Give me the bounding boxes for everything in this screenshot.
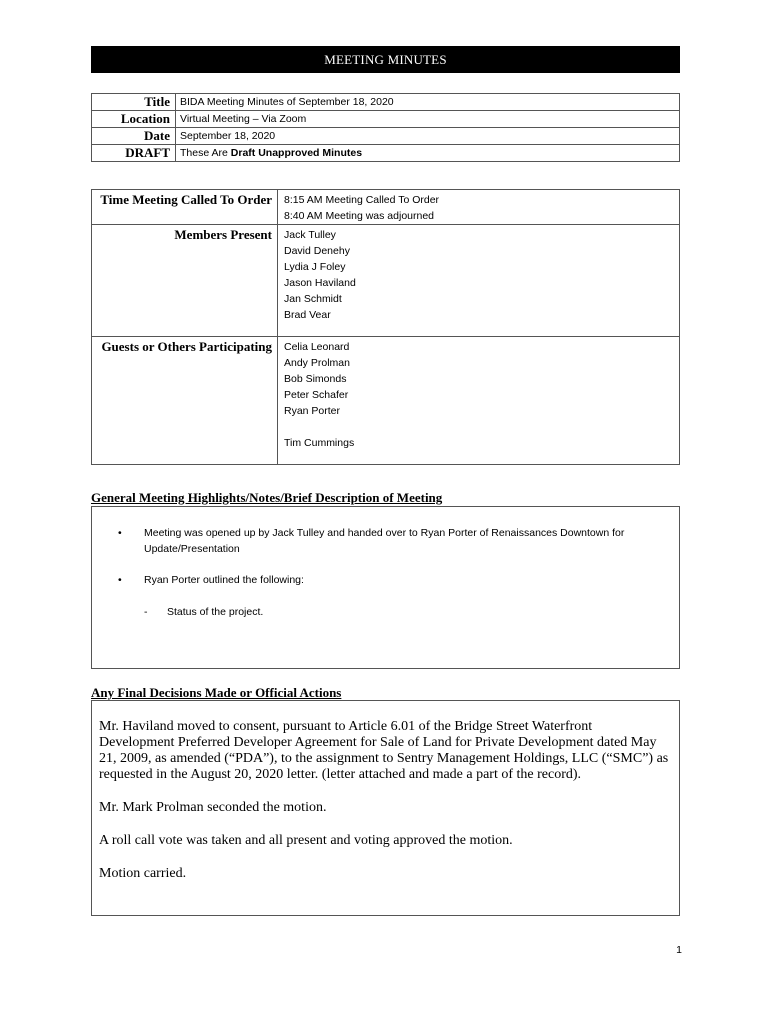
- bullet-icon: •: [118, 574, 122, 586]
- list-item: Peter Schafer: [284, 389, 349, 401]
- adjourned-time: 8:40 AM Meeting was adjourned: [284, 210, 435, 222]
- location-label: Location: [92, 111, 176, 128]
- guests-list: [278, 337, 680, 465]
- notes-bullet-1: Meeting was opened up by Jack Tulley and handed over to Ryan Porter of Renaissances Downtown for Update/Presentation: [144, 527, 625, 555]
- date-value: September 18, 2020: [176, 128, 680, 145]
- action-paragraph-2: Mr. Mark Prolman seconded the motion.: [99, 800, 327, 815]
- draft-value: [176, 145, 680, 162]
- location-value: Virtual Meeting – Via Zoom: [176, 111, 680, 128]
- notes-heading: General Meeting Highlights/Notes/Brief Description of Meeting: [91, 490, 443, 505]
- title-label: Title: [92, 94, 176, 111]
- list-item: Tim Cummings: [284, 437, 355, 449]
- attendance-table: [91, 189, 680, 465]
- table-row: [92, 128, 680, 145]
- list-item: Jan Schmidt: [284, 293, 342, 305]
- list-item: Jack Tulley: [284, 229, 336, 241]
- time-called-label: Time Meeting Called To Order: [92, 190, 278, 225]
- date-label: Date: [92, 128, 176, 145]
- page-number: 1: [676, 944, 682, 956]
- list-item: Lydia J Foley: [284, 261, 346, 273]
- table-row: [92, 337, 680, 465]
- action-paragraph-1: Mr. Haviland moved to consent, pursuant to Article 6.01 of the Bridge Street Waterfront Development Preferred Developer Agreement for Sale of Land for Private Development dated May 21, 2009, as amended (“PDA”), to the assignment to Sentry Management Holdings, LLC (“SMC”) as requested in the August 20, 2020 letter. (letter attached and made a part of the record).: [99, 719, 669, 782]
- list-item: Bob Simonds: [284, 373, 347, 385]
- call-to-order-time: 8:15 AM Meeting Called To Order: [284, 194, 440, 206]
- table-row: [92, 94, 680, 111]
- dash-icon: -: [144, 606, 148, 618]
- meeting-info-table: [91, 93, 680, 162]
- title-value: BIDA Meeting Minutes of September 18, 2020: [176, 94, 680, 111]
- table-row: [92, 225, 680, 337]
- draft-label: DRAFT: [92, 145, 176, 162]
- list-item: David Denehy: [284, 245, 350, 257]
- list-item: Brad Vear: [284, 309, 331, 321]
- draft-emphasis: Draft Unapproved Minutes: [230, 147, 363, 159]
- action-paragraph-4: Motion carried.: [99, 866, 187, 881]
- members-list: [278, 225, 680, 337]
- bullet-icon: •: [118, 527, 122, 539]
- table-row: [92, 190, 680, 225]
- members-present-label: Members Present: [92, 225, 278, 337]
- notes-sub-item: Status of the project.: [167, 606, 264, 618]
- list-item: Jason Haviland: [284, 277, 356, 289]
- guests-label: Guests or Others Participating: [92, 337, 278, 465]
- actions-heading: Any Final Decisions Made or Official Actions: [91, 685, 342, 700]
- list-item: Andy Prolman: [284, 357, 350, 369]
- actions-box: [91, 700, 680, 916]
- table-row: [92, 145, 680, 162]
- list-item: Celia Leonard: [284, 341, 350, 353]
- document-title: MEETING MINUTES: [91, 46, 680, 73]
- notes-box: [91, 506, 680, 669]
- list-item: Ryan Porter: [284, 405, 341, 417]
- notes-bullet-2: Ryan Porter outlined the following:: [144, 574, 304, 586]
- spacer: [284, 419, 679, 435]
- table-row: [92, 111, 680, 128]
- draft-prefix: These Are: [180, 147, 231, 159]
- time-called-value: [278, 190, 680, 225]
- action-paragraph-3: A roll call vote was taken and all present and voting approved the motion.: [99, 833, 513, 848]
